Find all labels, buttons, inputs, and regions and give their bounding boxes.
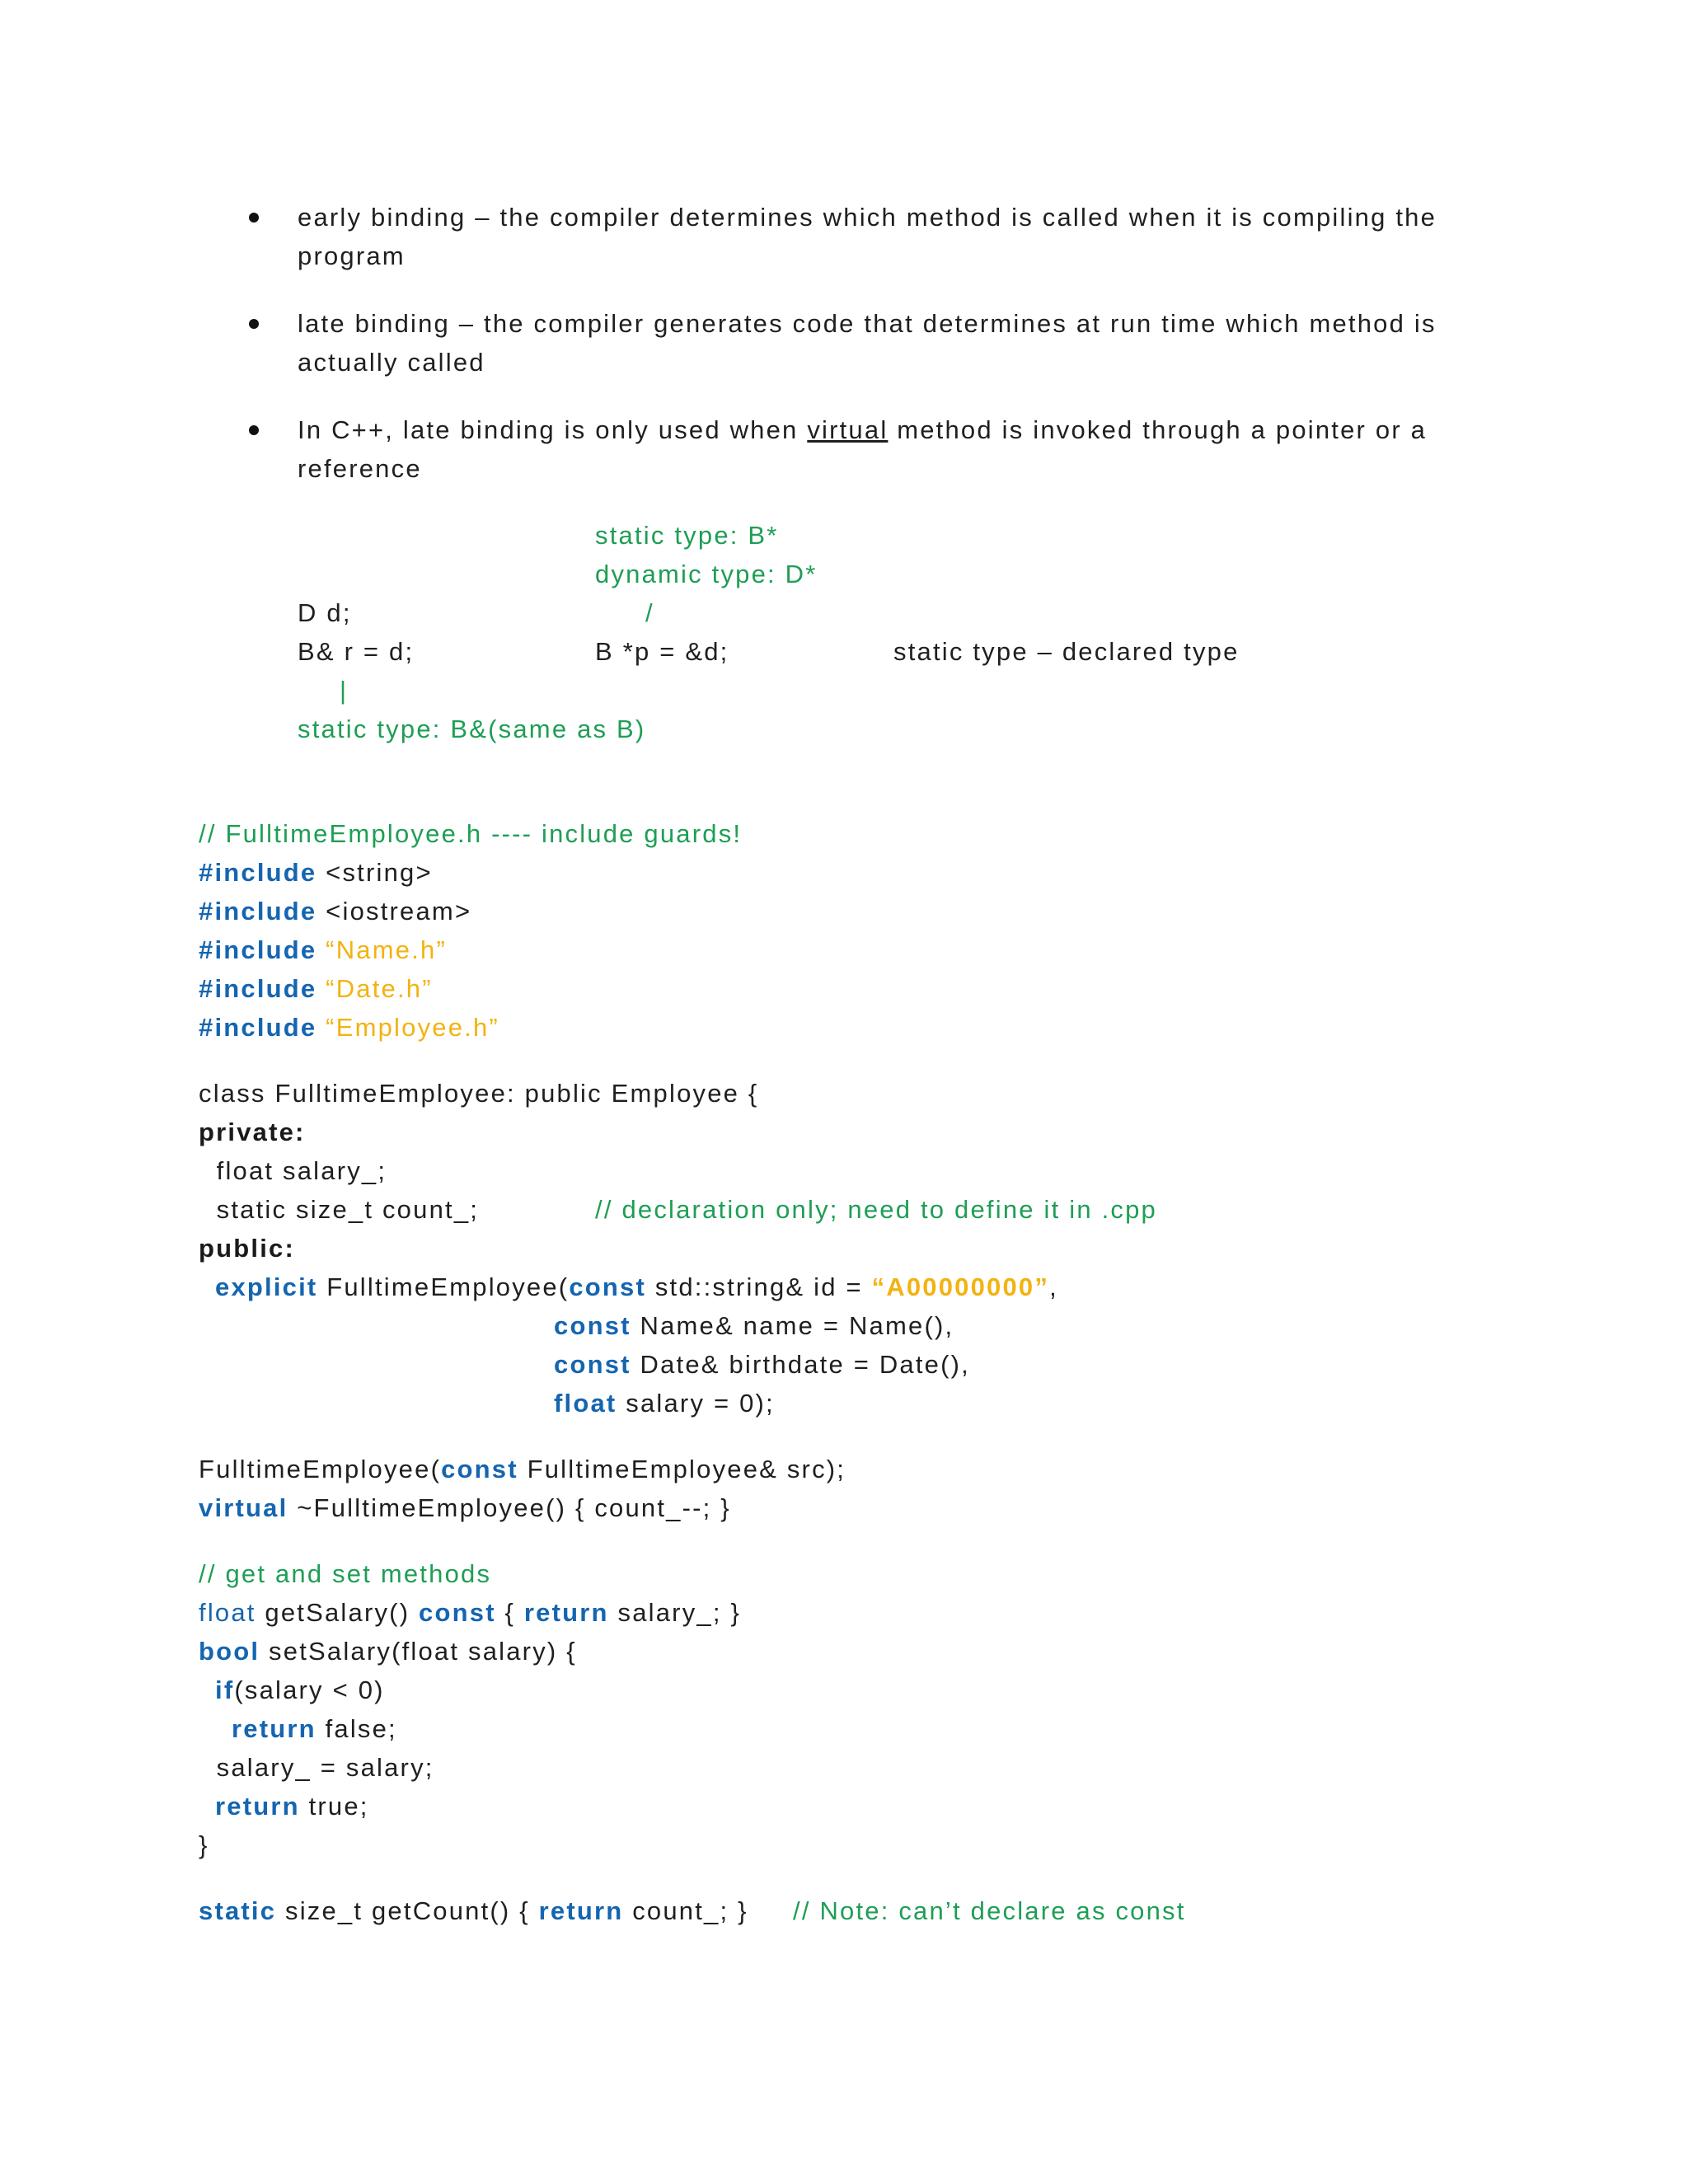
get-count bbox=[199, 1895, 748, 1928]
include-line bbox=[199, 1011, 499, 1044]
constructor-param bbox=[554, 1310, 954, 1343]
annotation-arrow: | bbox=[340, 676, 349, 705]
copy-constructor bbox=[199, 1453, 846, 1486]
bullet-text-part: In C++, late binding is only used when bbox=[298, 415, 808, 444]
note-comment: // Note: can’t declare as const bbox=[793, 1896, 1186, 1925]
keyword-const: const bbox=[554, 1350, 631, 1379]
keyword-const: const bbox=[419, 1598, 496, 1627]
include-target: <string> bbox=[316, 858, 433, 887]
keyword-return: return bbox=[538, 1896, 624, 1925]
bullet-text: program bbox=[298, 241, 406, 270]
bullet-dot bbox=[249, 213, 259, 223]
bullet-dot bbox=[249, 319, 259, 329]
include-target: <iostream> bbox=[316, 897, 472, 926]
close-brace: } bbox=[199, 1830, 209, 1859]
keyword-if: if bbox=[215, 1675, 235, 1704]
code-text: ~FulltimeEmployee() { count_--; } bbox=[288, 1493, 731, 1522]
code-text: Date& birthdate = Date(), bbox=[631, 1350, 970, 1379]
annotation-arrow: / bbox=[645, 598, 654, 627]
code-text: true; bbox=[299, 1792, 369, 1821]
return-false bbox=[232, 1713, 397, 1746]
code-ptr-p: B *p = &d; bbox=[595, 637, 729, 666]
getset-comment: // get and set methods bbox=[199, 1559, 492, 1588]
keyword-private: private: bbox=[199, 1118, 306, 1146]
get-salary bbox=[199, 1596, 741, 1629]
keyword-return: return bbox=[232, 1714, 316, 1743]
keyword-include: #include bbox=[199, 858, 317, 887]
include-target: “Employee.h” bbox=[316, 1013, 499, 1042]
code-text: setSalary(float salary) { bbox=[260, 1637, 577, 1666]
if-line bbox=[215, 1674, 385, 1707]
bullet-text: early binding – the compiler determines which method is called when it is compiling the bbox=[298, 203, 1437, 232]
destructor bbox=[199, 1492, 731, 1525]
keyword-bool: bool bbox=[199, 1637, 260, 1666]
code-text: FulltimeEmployee& src); bbox=[518, 1455, 846, 1483]
code-text: Name& name = Name(), bbox=[631, 1311, 954, 1340]
set-salary bbox=[199, 1635, 577, 1668]
keyword-static: static bbox=[199, 1896, 277, 1925]
keyword-include: #include bbox=[199, 897, 317, 926]
include-line bbox=[199, 895, 471, 928]
code-text: salary_; } bbox=[608, 1598, 742, 1627]
keyword-include: #include bbox=[199, 1013, 317, 1042]
code-text: getSalary() bbox=[256, 1598, 420, 1627]
code-text: { bbox=[495, 1598, 524, 1627]
constructor-param bbox=[554, 1387, 775, 1420]
code-text: FulltimeEmployee( bbox=[317, 1272, 570, 1301]
header-comment: // FulltimeEmployee.h ---- include guards! bbox=[199, 819, 743, 848]
keyword-const: const bbox=[554, 1311, 631, 1340]
code-text: (salary < 0) bbox=[234, 1675, 385, 1704]
code-text: , bbox=[1049, 1272, 1058, 1301]
keyword-include: #include bbox=[199, 935, 317, 964]
bullet-dot bbox=[249, 425, 259, 435]
code-text: std::string& id = bbox=[646, 1272, 872, 1301]
include-target: “Date.h” bbox=[316, 974, 433, 1003]
constructor-line bbox=[215, 1271, 1058, 1304]
constructor-param bbox=[554, 1348, 970, 1381]
include-line bbox=[199, 934, 447, 967]
include-line bbox=[199, 972, 433, 1005]
keyword-float: float bbox=[199, 1598, 256, 1627]
assign-line: salary_ = salary; bbox=[199, 1753, 434, 1782]
annotation-static-type: static type: B* bbox=[595, 521, 779, 550]
keyword-include: #include bbox=[199, 974, 317, 1003]
code-text: size_t getCount() { bbox=[276, 1896, 539, 1925]
keyword-virtual: virtual bbox=[199, 1493, 288, 1522]
annotation-static-ref: static type: B&(same as B) bbox=[298, 715, 646, 743]
keyword-const: const bbox=[441, 1455, 518, 1483]
bullet-text: late binding – the compiler generates code that determines at run time which method is bbox=[298, 309, 1437, 338]
bullet-text bbox=[298, 414, 1427, 447]
keyword-float: float bbox=[554, 1389, 617, 1418]
code-text: count_; } bbox=[623, 1896, 748, 1925]
bullet-text: reference bbox=[298, 454, 422, 483]
code-ref-r: B& r = d; bbox=[298, 637, 415, 666]
keyword-const: const bbox=[569, 1272, 647, 1301]
code-text: false; bbox=[316, 1714, 397, 1743]
return-true bbox=[215, 1790, 369, 1823]
virtual-underlined: virtual bbox=[807, 415, 889, 444]
field-salary: float salary_; bbox=[199, 1156, 387, 1185]
definition-static-type: static type – declared type bbox=[893, 637, 1240, 666]
code-text: FulltimeEmployee( bbox=[199, 1455, 442, 1483]
code-text: salary = 0); bbox=[617, 1389, 775, 1418]
keyword-explicit: explicit bbox=[215, 1272, 318, 1301]
keyword-return: return bbox=[215, 1792, 300, 1821]
bullet-text: actually called bbox=[298, 348, 485, 377]
include-target: “Name.h” bbox=[316, 935, 447, 964]
keyword-return: return bbox=[523, 1598, 609, 1627]
annotation-dynamic-type: dynamic type: D* bbox=[595, 560, 818, 588]
class-declaration: class FulltimeEmployee: public Employee { bbox=[199, 1079, 759, 1108]
keyword-public: public: bbox=[199, 1234, 295, 1263]
field-count: static size_t count_; bbox=[199, 1195, 480, 1224]
string-literal: “A00000000” bbox=[871, 1272, 1050, 1301]
bullet-text-part: method is invoked through a pointer or a bbox=[888, 415, 1428, 444]
code-decl-d: D d; bbox=[298, 598, 352, 627]
include-line bbox=[199, 856, 433, 889]
count-comment: // declaration only; need to define it in .cpp bbox=[595, 1195, 1157, 1224]
